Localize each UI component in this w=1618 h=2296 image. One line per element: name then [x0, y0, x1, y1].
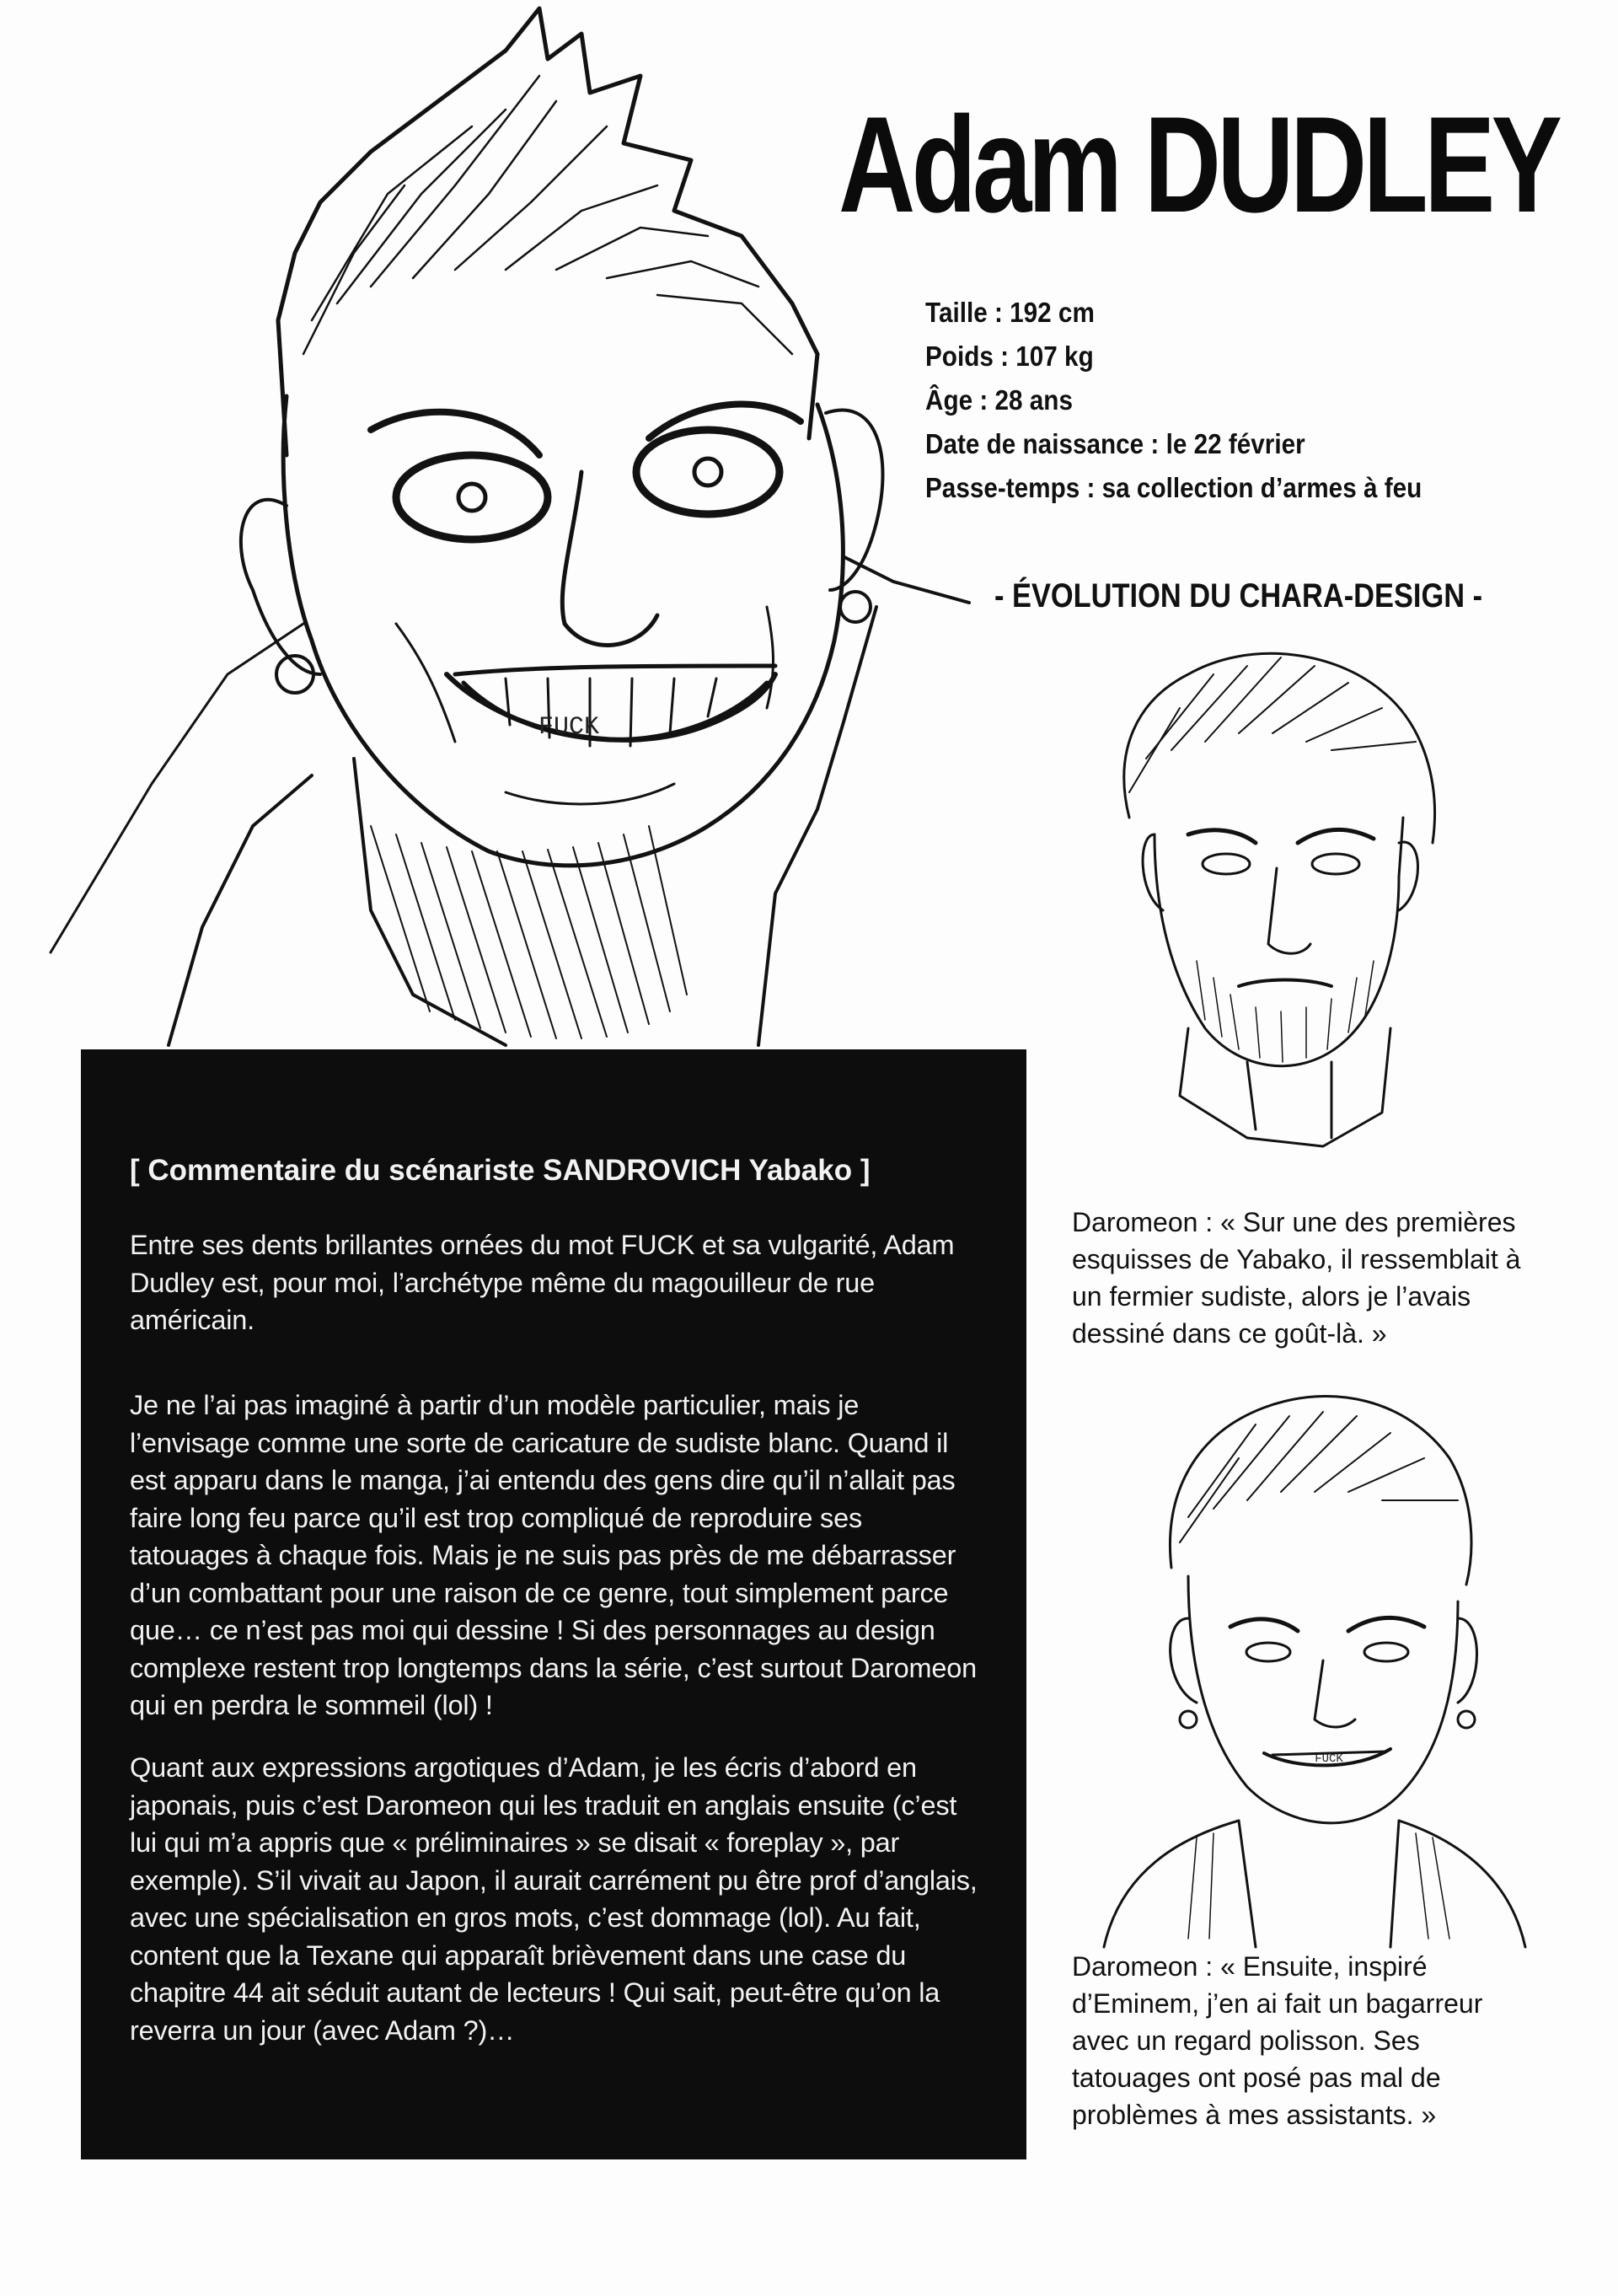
writer-commentary-box [81, 1049, 1026, 2159]
commentary-heading: [ Commentaire du scénariste SANDROVICH Yabako ] [130, 1154, 871, 1187]
tooth-lettering: FUCK [538, 713, 600, 742]
commentary-paragraph: Je ne l’ai pas imaginé à partir d’un modèle particulier, mais je l’envisage comme une sorte de caricature de sudiste blanc. Quand il est apparu dans le manga, j’ai entendu des gens dire qu’il n’allait pas faire long feu parce qu’il est trop compliqué de reproduire ses tatouages à chaque fois. Mais je ne suis pas près de me débarrasser d’un combattant pour une raison de ce genre, tout simplement parce que… ce n’est pas moi qui dessine ! Si des personnages au design complexe restent trop longtemps dans la série, c’est surtout Daromeon qui en perdra le sommeil (lol) ! [130, 1390, 978, 1720]
revised-design-sketch [1070, 1365, 1542, 1955]
commentary-paragraph: Entre ses dents brillantes ornées du mot FUCK et sa vulgarité, Adam Dudley est, pour moi, l’archétype même du magouilleur de rue américain. [130, 1230, 955, 1335]
character-name-title: Adam DUDLEY [838, 89, 1559, 241]
profile-birthday: Date de naissance : le 22 février [925, 428, 1305, 459]
design-evolution-heading: - ÉVOLUTION DU CHARA-DESIGN - [994, 577, 1483, 614]
profile-age: Âge : 28 ans [925, 384, 1073, 416]
early-design-caption: Daromeon : « Sur une des premières esquisses de Yabako, il ressemblait à un fermier sudiste, alors je l’avais dessiné dans ce goût-là. » [1072, 1207, 1521, 1349]
profile-height: Taille : 192 cm [925, 297, 1095, 328]
early-design-sketch [1079, 624, 1466, 1172]
commentary-paragraph: Quant aux expressions argotiques d’Adam, je les écris d’abord en japonais, puis c’est Daromeon qui les traduit en anglais ensuite (c’est lui qui m’a appris que « préliminaires » se disait « foreplay », par exemple). S’il vivait au Japon, il aurait carrément pu être prof d’anglais, avec une spécialisation en gros mots, c’est dommage (lol). Au fait, content que la Texane qui apparaît brièvement dans une case du chapitre 44 ait séduit autant de lecteurs ! Qui sait, peut-être qu’on la reverra un jour (avec Adam ?)… [130, 1752, 978, 2046]
revised-design-caption: Daromeon : « Ensuite, inspiré d’Eminem, j’en ai fait un bagarreur avec un regard polisson. Ses tatouages ont posé pas mal de problèmes à mes assistants. » [1072, 1951, 1483, 2130]
profile-weight: Poids : 107 kg [925, 341, 1094, 372]
profile-hobby: Passe-temps : sa collection d’armes à feu [925, 472, 1422, 503]
sketch-tooth-lettering: FUCK [1315, 1752, 1343, 1766]
profile-list [925, 291, 1566, 510]
